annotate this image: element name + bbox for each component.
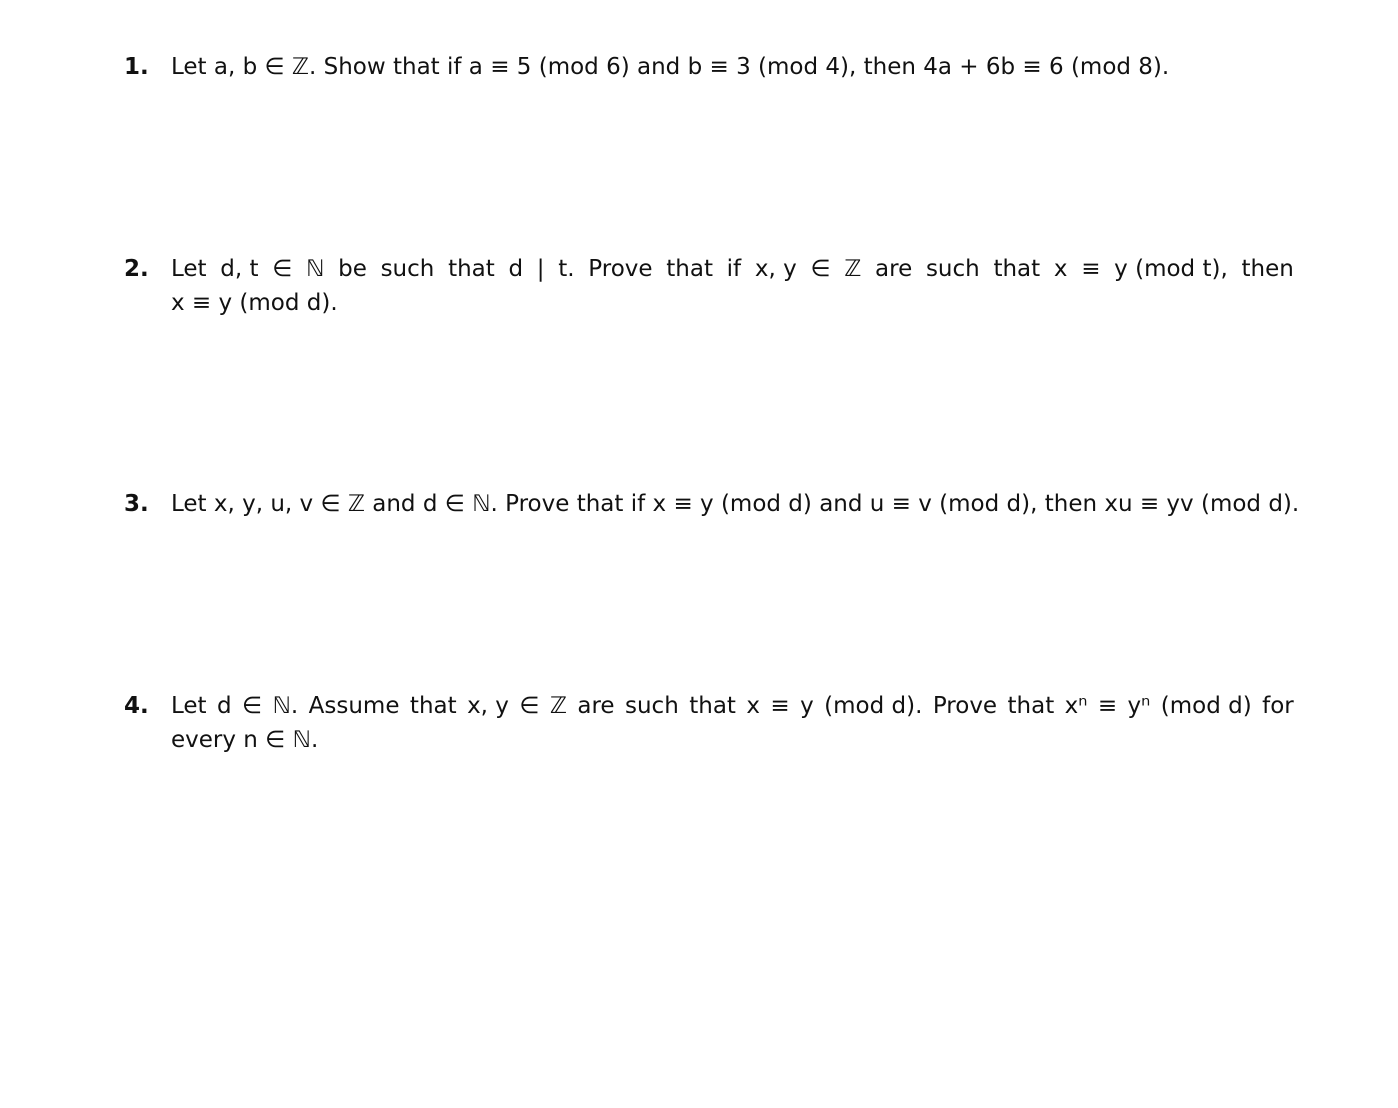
word: y (800, 693, 814, 719)
word: such (925, 256, 980, 282)
word: Prove (588, 256, 653, 282)
word: d, t (220, 256, 259, 282)
word: x (1053, 256, 1068, 282)
word: (mod d). (824, 693, 923, 719)
word: x (746, 693, 760, 719)
word: ℤ (844, 256, 862, 282)
word: ∈ (242, 693, 263, 719)
word: x, y (467, 693, 509, 719)
word: such (625, 693, 679, 719)
problem-text: Let a, b ∈ ℤ. Show that if a ≡ 5 (mod 6) and b ≡ 3 (mod 4), then 4a + 6b ≡ 6 (mod 8). (171, 54, 1170, 80)
word: are (875, 256, 913, 282)
problem-text-line-2: x ≡ y (mod d). (171, 290, 338, 316)
word: then (1241, 256, 1294, 282)
word: that (448, 256, 495, 282)
word: d (508, 256, 524, 282)
word: | (536, 256, 545, 282)
word: such (380, 256, 435, 282)
problem-text: Let x, y, u, v ∈ ℤ and d ∈ ℕ. Prove that if x ≡ y (mod d) and u ≡ v (mod d), then xu ≡ yv (mod d). (171, 491, 1300, 517)
word: that (409, 693, 457, 719)
word: d (217, 693, 232, 719)
word: that (666, 256, 713, 282)
problem-number: 3. (124, 491, 149, 517)
word: if (726, 256, 742, 282)
word: Prove (932, 693, 998, 719)
problem-number: 1. (124, 54, 149, 80)
problem-number: 2. (124, 256, 149, 282)
word: ∈ (272, 256, 293, 282)
word: that (993, 256, 1041, 282)
word: (mod d) (1160, 693, 1252, 719)
word: that (689, 693, 736, 719)
word: xⁿ (1064, 693, 1088, 719)
word: ℕ. (272, 693, 299, 719)
word: ∈ (810, 256, 831, 282)
word: are (577, 693, 615, 719)
word: y (mod t), (1114, 256, 1228, 282)
problem-number: 4. (124, 693, 149, 719)
word: that (1007, 693, 1055, 719)
word: t. (558, 256, 575, 282)
problem-text-line-2: every n ∈ ℕ. (171, 727, 319, 753)
word: be (338, 256, 367, 282)
problem-text-line-1 (171, 253, 1294, 286)
word: Let (171, 256, 207, 282)
word: ≡ (1081, 256, 1101, 282)
word: yⁿ (1127, 693, 1151, 719)
word: ℤ (549, 693, 567, 719)
word: ≡ (770, 693, 790, 719)
word: ℕ (305, 256, 325, 282)
word: Let (171, 693, 207, 719)
problem-text-line-1 (171, 690, 1294, 723)
word: for (1262, 693, 1294, 719)
word: ≡ (1097, 693, 1118, 719)
word: x, y (754, 256, 797, 282)
word: ∈ (519, 693, 540, 719)
word: Assume (308, 693, 400, 719)
